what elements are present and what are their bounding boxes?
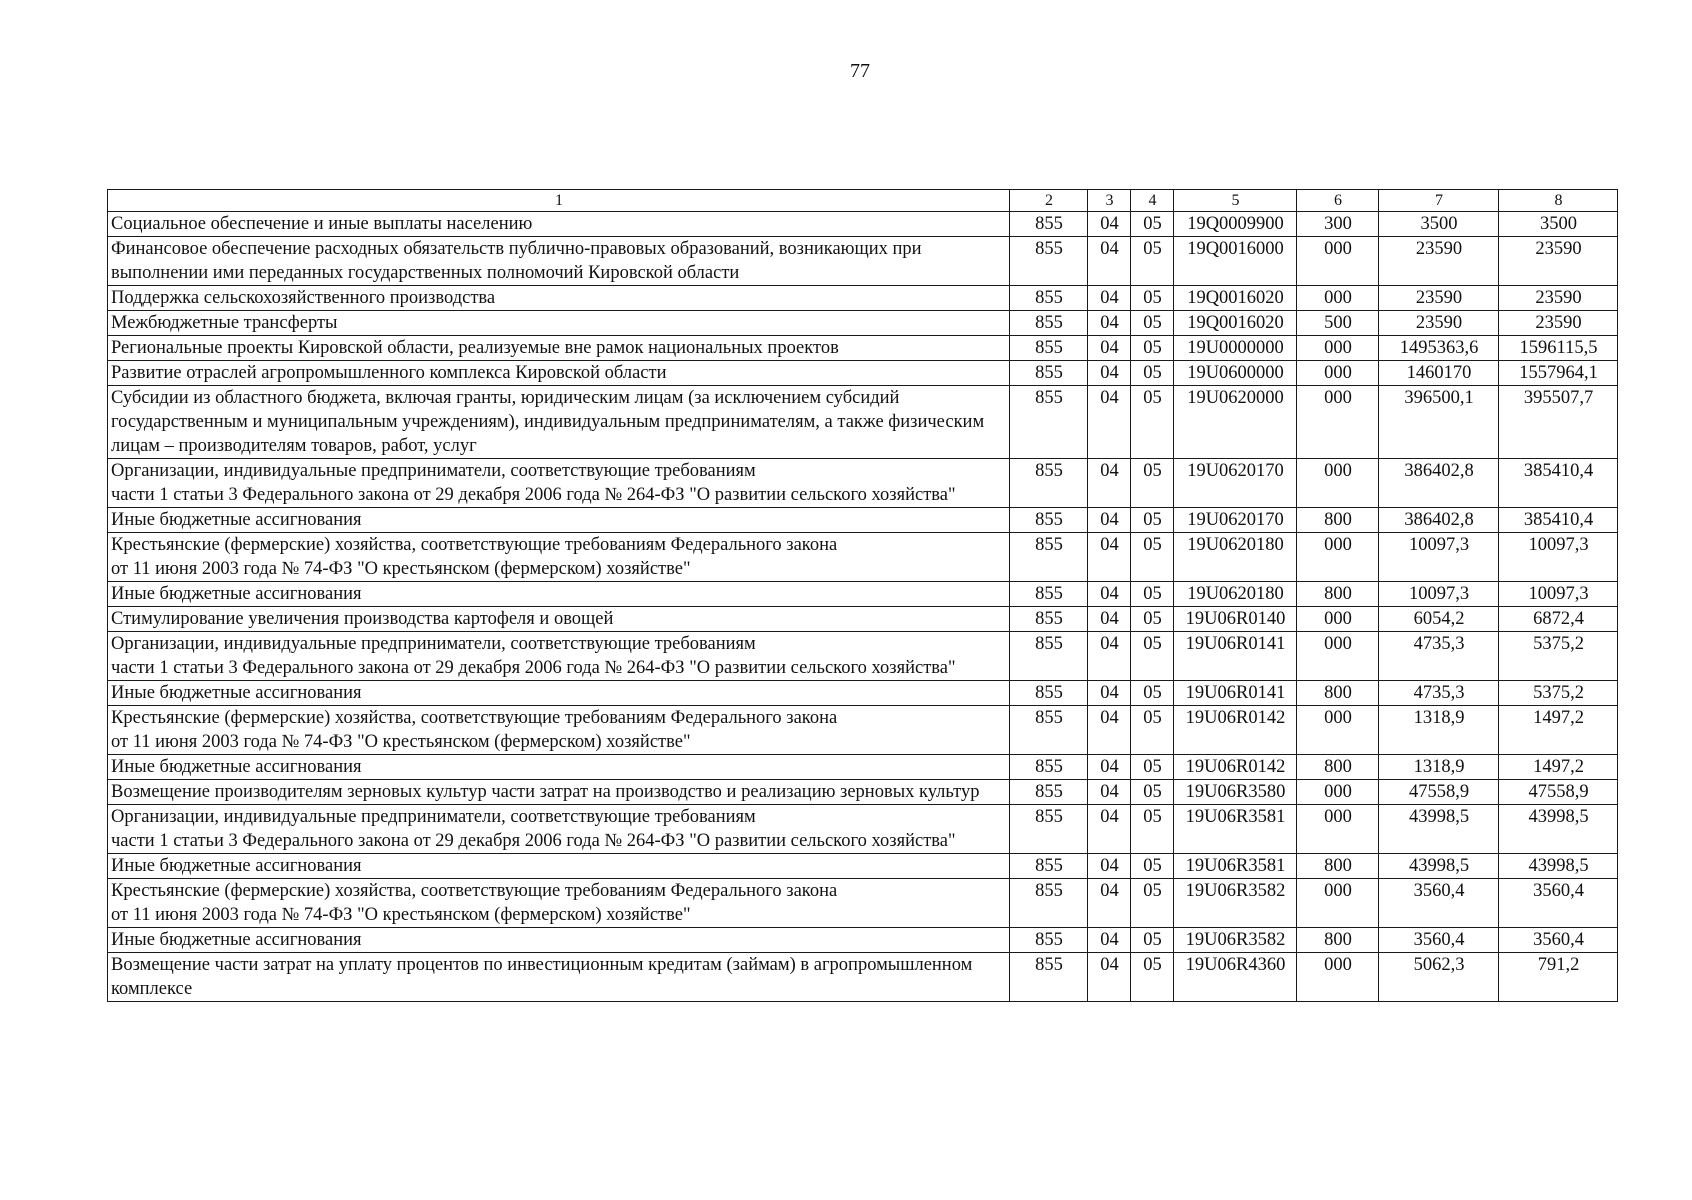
row-target-article-cell: 19U06R0142 [1174,755,1297,780]
row-section-cell: 04 [1088,854,1131,879]
row-name-cell: Региональные проекты Кировской области, реализуемые вне рамок национальных проектов [108,336,1010,361]
row-name-cell: Межбюджетные трансферты [108,311,1010,336]
row-section-cell: 04 [1088,582,1131,607]
row-name-cell: Возмещение производителям зерновых культур части затрат на производство и реализацию зерновых культур [108,780,1010,805]
row-subsection-cell: 05 [1131,336,1174,361]
table-header-row [108,190,1618,212]
row-amount-year1-cell: 43998,5 [1379,854,1499,879]
header-cell-2: 2 [1010,190,1088,212]
row-amount-year1-cell: 1495363,6 [1379,336,1499,361]
row-expense-type-cell: 000 [1297,780,1379,805]
row-target-article-cell: 19Q0016000 [1174,237,1297,286]
row-expense-type-cell: 000 [1297,805,1379,854]
row-amount-year1-cell: 6054,2 [1379,607,1499,632]
row-admin-code-cell: 855 [1010,212,1088,237]
table-row [108,953,1618,1002]
row-admin-code-cell: 855 [1010,854,1088,879]
row-name-cell: Иные бюджетные ассигнования [108,681,1010,706]
row-expense-type-cell: 500 [1297,311,1379,336]
row-section-cell: 04 [1088,706,1131,755]
row-admin-code-cell: 855 [1010,533,1088,582]
row-name-cell: Финансовое обеспечение расходных обязательств публично-правовых образований, возникающих при выполнении ими переданных государственных полномочий Кировской области [108,237,1010,286]
row-subsection-cell: 05 [1131,780,1174,805]
row-target-article-cell: 19U0620180 [1174,533,1297,582]
table-row [108,582,1618,607]
row-admin-code-cell: 855 [1010,780,1088,805]
row-expense-type-cell: 000 [1297,706,1379,755]
row-name-cell: Иные бюджетные ассигнования [108,854,1010,879]
row-expense-type-cell: 800 [1297,755,1379,780]
row-amount-year2-cell: 23590 [1499,286,1618,311]
table-row [108,805,1618,854]
row-amount-year2-cell: 3500 [1499,212,1618,237]
row-subsection-cell: 05 [1131,386,1174,459]
row-section-cell: 04 [1088,533,1131,582]
table-row [108,755,1618,780]
row-subsection-cell: 05 [1131,237,1174,286]
row-admin-code-cell: 855 [1010,607,1088,632]
row-amount-year2-cell: 791,2 [1499,953,1618,1002]
row-admin-code-cell: 855 [1010,311,1088,336]
row-admin-code-cell: 855 [1010,632,1088,681]
row-amount-year1-cell: 23590 [1379,311,1499,336]
row-name-cell: Иные бюджетные ассигнования [108,928,1010,953]
table-row [108,928,1618,953]
row-amount-year2-cell: 23590 [1499,237,1618,286]
row-amount-year1-cell: 386402,8 [1379,508,1499,533]
row-amount-year1-cell: 3560,4 [1379,879,1499,928]
row-section-cell: 04 [1088,508,1131,533]
row-target-article-cell: 19U06R3582 [1174,879,1297,928]
row-target-article-cell: 19U06R3581 [1174,854,1297,879]
row-name-cell: Развитие отраслей агропромышленного комплекса Кировской области [108,361,1010,386]
row-subsection-cell: 05 [1131,854,1174,879]
row-admin-code-cell: 855 [1010,386,1088,459]
row-name-cell: Поддержка сельскохозяйственного производства [108,286,1010,311]
row-target-article-cell: 19U0620170 [1174,459,1297,508]
row-subsection-cell: 05 [1131,459,1174,508]
row-amount-year2-cell: 3560,4 [1499,879,1618,928]
row-name-cell: Организации, индивидуальные предприниматели, соответствующие требованиям части 1 статьи 3 Федерального закона от 29 декабря 2006 года № 264-ФЗ "О развитии сельского хозяйства" [108,632,1010,681]
row-amount-year1-cell: 5062,3 [1379,953,1499,1002]
row-subsection-cell: 05 [1131,533,1174,582]
row-amount-year2-cell: 1596115,5 [1499,336,1618,361]
row-amount-year1-cell: 43998,5 [1379,805,1499,854]
row-amount-year1-cell: 47558,9 [1379,780,1499,805]
row-name-cell: Стимулирование увеличения производства картофеля и овощей [108,607,1010,632]
header-cell-5: 5 [1174,190,1297,212]
row-amount-year2-cell: 43998,5 [1499,805,1618,854]
row-admin-code-cell: 855 [1010,336,1088,361]
table-row [108,286,1618,311]
row-target-article-cell: 19U0620180 [1174,582,1297,607]
row-expense-type-cell: 000 [1297,386,1379,459]
table-row [108,879,1618,928]
row-amount-year1-cell: 4735,3 [1379,632,1499,681]
row-amount-year1-cell: 386402,8 [1379,459,1499,508]
row-admin-code-cell: 855 [1010,879,1088,928]
row-subsection-cell: 05 [1131,508,1174,533]
row-target-article-cell: 19Q0016020 [1174,311,1297,336]
row-section-cell: 04 [1088,311,1131,336]
row-target-article-cell: 19U06R0142 [1174,706,1297,755]
table-row [108,311,1618,336]
row-target-article-cell: 19U06R3581 [1174,805,1297,854]
row-subsection-cell: 05 [1131,879,1174,928]
row-target-article-cell: 19U0620000 [1174,386,1297,459]
row-target-article-cell: 19U06R3582 [1174,928,1297,953]
row-amount-year2-cell: 1497,2 [1499,706,1618,755]
row-amount-year1-cell: 3500 [1379,212,1499,237]
row-expense-type-cell: 800 [1297,508,1379,533]
row-section-cell: 04 [1088,607,1131,632]
table-row [108,706,1618,755]
row-amount-year2-cell: 43998,5 [1499,854,1618,879]
table-row [108,533,1618,582]
row-section-cell: 04 [1088,361,1131,386]
row-amount-year1-cell: 23590 [1379,286,1499,311]
row-admin-code-cell: 855 [1010,953,1088,1002]
row-subsection-cell: 05 [1131,706,1174,755]
table-row [108,508,1618,533]
row-target-article-cell: 19U06R0141 [1174,632,1297,681]
row-target-article-cell: 19U06R3580 [1174,780,1297,805]
row-amount-year1-cell: 3560,4 [1379,928,1499,953]
row-expense-type-cell: 800 [1297,681,1379,706]
table-row [108,681,1618,706]
header-cell-1: 1 [108,190,1010,212]
row-admin-code-cell: 855 [1010,805,1088,854]
row-subsection-cell: 05 [1131,953,1174,1002]
row-section-cell: 04 [1088,386,1131,459]
row-subsection-cell: 05 [1131,361,1174,386]
row-admin-code-cell: 855 [1010,286,1088,311]
row-amount-year2-cell: 23590 [1499,311,1618,336]
row-amount-year2-cell: 395507,7 [1499,386,1618,459]
row-section-cell: 04 [1088,459,1131,508]
row-expense-type-cell: 800 [1297,582,1379,607]
row-section-cell: 04 [1088,780,1131,805]
row-expense-type-cell: 000 [1297,953,1379,1002]
table-row [108,632,1618,681]
row-amount-year1-cell: 10097,3 [1379,582,1499,607]
row-expense-type-cell: 000 [1297,459,1379,508]
row-admin-code-cell: 855 [1010,508,1088,533]
row-section-cell: 04 [1088,632,1131,681]
row-expense-type-cell: 300 [1297,212,1379,237]
row-name-cell: Крестьянские (фермерские) хозяйства, соответствующие требованиям Федерального закона от 11 июня 2003 года № 74-ФЗ "О крестьянском (фермерском) хозяйстве" [108,879,1010,928]
row-admin-code-cell: 855 [1010,582,1088,607]
row-subsection-cell: 05 [1131,632,1174,681]
row-target-article-cell: 19U06R4360 [1174,953,1297,1002]
row-amount-year2-cell: 5375,2 [1499,632,1618,681]
row-section-cell: 04 [1088,879,1131,928]
row-section-cell: 04 [1088,237,1131,286]
row-admin-code-cell: 855 [1010,928,1088,953]
row-name-cell: Социальное обеспечение и иные выплаты населению [108,212,1010,237]
row-amount-year2-cell: 3560,4 [1499,928,1618,953]
row-amount-year2-cell: 1557964,1 [1499,361,1618,386]
row-amount-year2-cell: 10097,3 [1499,533,1618,582]
row-amount-year2-cell: 5375,2 [1499,681,1618,706]
table-row [108,212,1618,237]
row-amount-year1-cell: 1460170 [1379,361,1499,386]
row-expense-type-cell: 000 [1297,361,1379,386]
row-target-article-cell: 19Q0009900 [1174,212,1297,237]
row-target-article-cell: 19U06R0140 [1174,607,1297,632]
row-amount-year2-cell: 47558,9 [1499,780,1618,805]
row-amount-year1-cell: 23590 [1379,237,1499,286]
header-cell-3: 3 [1088,190,1131,212]
row-subsection-cell: 05 [1131,755,1174,780]
row-amount-year2-cell: 385410,4 [1499,459,1618,508]
row-name-cell: Возмещение части затрат на уплату процентов по инвестиционным кредитам (займам) в агропромышленном комплексе [108,953,1010,1002]
row-expense-type-cell: 000 [1297,237,1379,286]
row-name-cell: Организации, индивидуальные предприниматели, соответствующие требованиям части 1 статьи 3 Федерального закона от 29 декабря 2006 года № 264-ФЗ "О развитии сельского хозяйства" [108,805,1010,854]
row-target-article-cell: 19U0000000 [1174,336,1297,361]
row-amount-year2-cell: 1497,2 [1499,755,1618,780]
row-expense-type-cell: 800 [1297,928,1379,953]
row-amount-year1-cell: 396500,1 [1379,386,1499,459]
table-row [108,854,1618,879]
row-target-article-cell: 19U06R0141 [1174,681,1297,706]
row-expense-type-cell: 000 [1297,336,1379,361]
table-row [108,237,1618,286]
table-row [108,459,1618,508]
row-admin-code-cell: 855 [1010,237,1088,286]
table-body [108,190,1618,1002]
table-row [108,361,1618,386]
header-cell-7: 7 [1379,190,1499,212]
row-amount-year1-cell: 10097,3 [1379,533,1499,582]
row-name-cell: Иные бюджетные ассигнования [108,582,1010,607]
row-subsection-cell: 05 [1131,607,1174,632]
page-number: 77 [850,60,870,82]
row-admin-code-cell: 855 [1010,755,1088,780]
row-name-cell: Организации, индивидуальные предприниматели, соответствующие требованиям части 1 статьи 3 Федерального закона от 29 декабря 2006 года № 264-ФЗ "О развитии сельского хозяйства" [108,459,1010,508]
row-expense-type-cell: 000 [1297,607,1379,632]
row-amount-year2-cell: 10097,3 [1499,582,1618,607]
row-name-cell: Крестьянские (фермерские) хозяйства, соответствующие требованиям Федерального закона от 11 июня 2003 года № 74-ФЗ "О крестьянском (фермерском) хозяйстве" [108,706,1010,755]
budget-table [107,189,1618,1002]
row-subsection-cell: 05 [1131,681,1174,706]
row-amount-year1-cell: 1318,9 [1379,755,1499,780]
row-subsection-cell: 05 [1131,311,1174,336]
row-section-cell: 04 [1088,755,1131,780]
row-name-cell: Крестьянские (фермерские) хозяйства, соответствующие требованиям Федерального закона от 11 июня 2003 года № 74-ФЗ "О крестьянском (фермерском) хозяйстве" [108,533,1010,582]
row-subsection-cell: 05 [1131,928,1174,953]
row-amount-year1-cell: 4735,3 [1379,681,1499,706]
row-subsection-cell: 05 [1131,212,1174,237]
header-cell-4: 4 [1131,190,1174,212]
row-section-cell: 04 [1088,336,1131,361]
row-name-cell: Иные бюджетные ассигнования [108,508,1010,533]
table-row [108,386,1618,459]
row-expense-type-cell: 000 [1297,879,1379,928]
table-row [108,780,1618,805]
row-section-cell: 04 [1088,928,1131,953]
row-section-cell: 04 [1088,953,1131,1002]
row-amount-year1-cell: 1318,9 [1379,706,1499,755]
row-name-cell: Субсидии из областного бюджета, включая гранты, юридическим лицам (за исключением субсидий государственным и муниципальным учреждениям), индивидуальным предпринимателям, а также физическим лицам – производителям товаров, работ, услуг [108,386,1010,459]
row-expense-type-cell: 000 [1297,632,1379,681]
row-admin-code-cell: 855 [1010,681,1088,706]
row-target-article-cell: 19Q0016020 [1174,286,1297,311]
row-expense-type-cell: 000 [1297,533,1379,582]
row-subsection-cell: 05 [1131,582,1174,607]
row-expense-type-cell: 000 [1297,286,1379,311]
row-expense-type-cell: 800 [1297,854,1379,879]
row-subsection-cell: 05 [1131,805,1174,854]
table-row [108,336,1618,361]
row-amount-year2-cell: 385410,4 [1499,508,1618,533]
row-subsection-cell: 05 [1131,286,1174,311]
row-name-cell: Иные бюджетные ассигнования [108,755,1010,780]
row-section-cell: 04 [1088,212,1131,237]
row-amount-year2-cell: 6872,4 [1499,607,1618,632]
table-row [108,607,1618,632]
row-admin-code-cell: 855 [1010,459,1088,508]
row-section-cell: 04 [1088,681,1131,706]
row-target-article-cell: 19U0620170 [1174,508,1297,533]
header-cell-8: 8 [1499,190,1618,212]
row-admin-code-cell: 855 [1010,706,1088,755]
header-cell-6: 6 [1297,190,1379,212]
row-admin-code-cell: 855 [1010,361,1088,386]
row-section-cell: 04 [1088,286,1131,311]
row-target-article-cell: 19U0600000 [1174,361,1297,386]
row-section-cell: 04 [1088,805,1131,854]
